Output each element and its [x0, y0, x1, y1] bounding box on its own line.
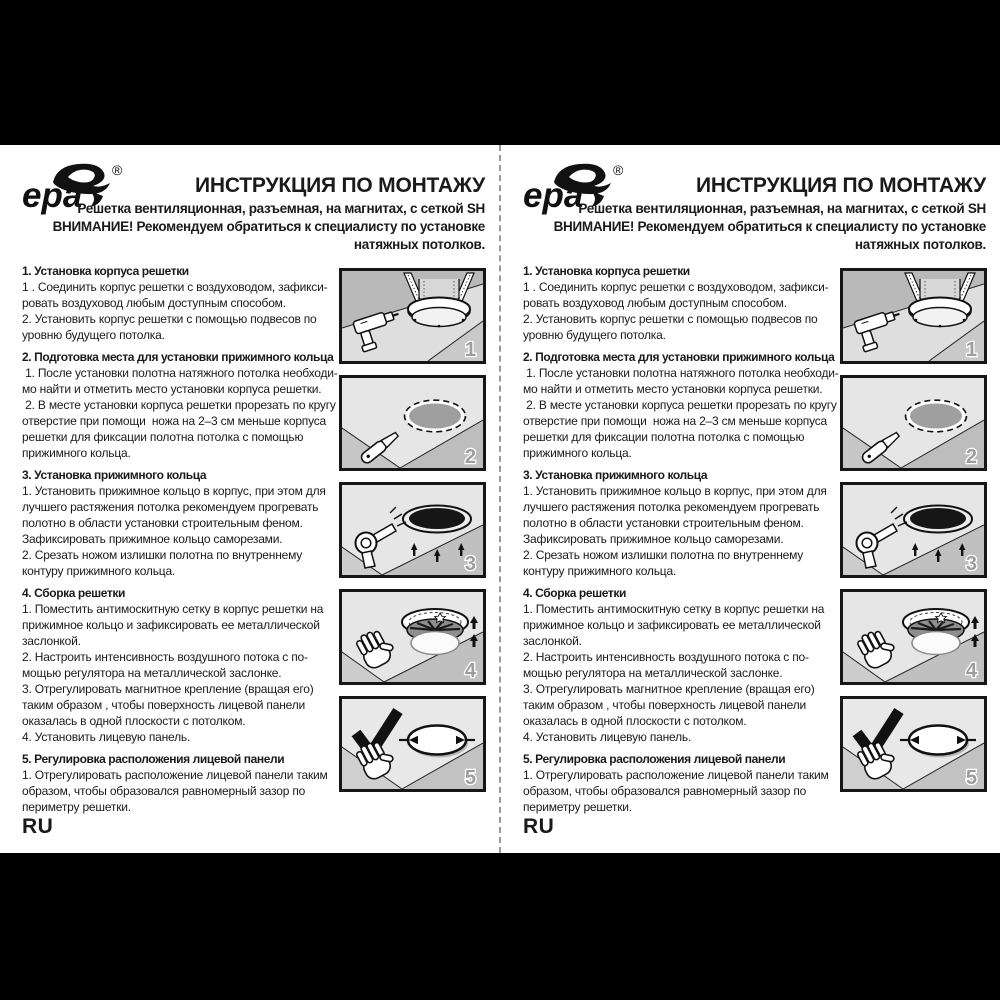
body-line: периметру решетки. [22, 800, 131, 814]
figure-5-even-gap [339, 696, 486, 792]
section-4-heading: 4. Сборка решетки [523, 586, 626, 600]
figure-1-fasten-duct [840, 268, 987, 364]
figure-4-assemble-grille [840, 589, 987, 685]
figure-number: 4 [464, 660, 476, 682]
figure-column [339, 268, 486, 792]
registered-trademark-icon: ® [613, 162, 624, 178]
figure-number: 3 [965, 553, 977, 575]
section-5 [523, 751, 841, 815]
body-line: прижимное кольцо и зафиксировать ее металлической [523, 618, 821, 632]
leaflet-sheet [0, 145, 1000, 853]
figure-number: 2 [965, 446, 977, 468]
grille-assembly-illustration-icon [843, 592, 984, 682]
body-line: мо найти и отметить место установки корпуса решетки. [22, 382, 322, 396]
figure-number: 2 [464, 446, 476, 468]
page-ru-right [501, 145, 1000, 853]
figure-1-fasten-duct [339, 268, 486, 364]
section-4-heading: 4. Сборка решетки [22, 586, 125, 600]
body-line: 2. Срезать ножом излишки полотна по внутреннему [22, 548, 303, 562]
body-line: мо найти и отметить место установки корпуса решетки. [523, 382, 823, 396]
body-line: контуру прижимного кольца. [523, 564, 677, 578]
body-line: 4. Установить лицевую панель. [22, 730, 191, 744]
body-line: контуру прижимного кольца. [22, 564, 176, 578]
body-line: образом, чтобы образовался равномерный зазор по [523, 784, 807, 798]
section-3 [523, 467, 841, 579]
knife-cut-illustration-icon [342, 378, 483, 468]
body-line: образом, чтобы образовался равномерный зазор по [22, 784, 306, 798]
body-line: 1. Поместить антимоскитную сетку в корпус решетки на [22, 602, 324, 616]
body-line: прижимное кольцо и зафиксировать ее металлической [22, 618, 320, 632]
body-line: 2. В месте установки корпуса решетки прорезать по кругу [22, 398, 336, 412]
section-3-heading: 3. Установка прижимного кольца [523, 468, 708, 482]
section-2-heading: 2. Подготовка места для установки прижимного кольца [22, 350, 334, 364]
body-line: решетки для фиксации полотна потолка с помощью [523, 430, 805, 444]
heat-gun-illustration-icon [342, 485, 483, 575]
section-2 [22, 349, 340, 461]
body-line: 2. Настроить интенсивность воздушного потока с по- [22, 650, 308, 664]
body-line: ровать воздуховод любым доступным способом. [22, 296, 286, 310]
section-5-heading: 5. Регулировка расположения лицевой панели [523, 752, 786, 766]
body-line: заслонкой. [22, 634, 81, 648]
figure-number: 5 [464, 767, 476, 789]
figure-number: 3 [464, 553, 476, 575]
body-line: уровню будущего потолка. [523, 328, 666, 342]
knife-cut-illustration-icon [843, 378, 984, 468]
bottom-black-band [0, 853, 1000, 1000]
figure-number: 5 [965, 767, 977, 789]
figure-3-clamp-ring [339, 482, 486, 578]
header [23, 173, 485, 254]
body-line: полотно в области установки строительным феном. [22, 516, 303, 530]
heat-gun-illustration-icon [843, 485, 984, 575]
body-line: 1 . Соединить корпус решетки с воздуховодом, зафикси- [523, 280, 829, 294]
instruction-text-column [22, 263, 340, 815]
product-subtitle: Решетка вентиляционная, разъемная, на магнитах, с сеткой SH [77, 201, 485, 216]
body-line: 2. Настроить интенсивность воздушного потока с по- [523, 650, 809, 664]
drill-duct-illustration-icon [342, 271, 483, 361]
figure-5-even-gap [840, 696, 987, 792]
registered-trademark-icon: ® [112, 162, 123, 178]
body-line: 2. Установить корпус решетки с помощью подвесов по [22, 312, 317, 326]
body-line: 1. Поместить антимоскитную сетку в корпус решетки на [523, 602, 825, 616]
figure-3-clamp-ring [840, 482, 987, 578]
body-line: мощью регулятора на металлической заслонке. [523, 666, 783, 680]
warning-line-2: натяжных потолков. [854, 237, 986, 252]
body-line: 1. Отрегулировать расположение лицевой панели таким [22, 768, 328, 782]
language-code: RU [523, 815, 555, 838]
body-line: таким образом , чтобы поверхность лицевой панели [523, 698, 806, 712]
header [524, 173, 986, 254]
warning-line-2: натяжных потолков. [353, 237, 485, 252]
body-line: таким образом , чтобы поверхность лицевой панели [22, 698, 305, 712]
body-line: 1 . Соединить корпус решетки с воздуховодом, зафикси- [22, 280, 328, 294]
body-line: 4. Установить лицевую панель. [523, 730, 692, 744]
section-4 [523, 585, 841, 745]
section-1 [22, 263, 340, 343]
figure-number: 4 [965, 660, 977, 682]
body-line: прижимного кольца. [22, 446, 131, 460]
body-line: периметру решетки. [523, 800, 632, 814]
section-3-heading: 3. Установка прижимного кольца [22, 468, 207, 482]
body-line: полотно в области установки строительным феном. [523, 516, 804, 530]
instruction-text-column [523, 263, 841, 815]
page-title: ИНСТРУКЦИЯ ПО МОНТАЖУ [195, 174, 485, 197]
body-line: оказалась в одной плоскости с потолком. [523, 714, 747, 728]
figure-number: 1 [965, 339, 977, 361]
section-3 [22, 467, 340, 579]
body-line: 1. Установить прижимное кольцо в корпус, при этом для [523, 484, 827, 498]
page-title: ИНСТРУКЦИЯ ПО МОНТАЖУ [696, 174, 986, 197]
body-line: прижимного кольца. [523, 446, 632, 460]
body-line: 1. После установки полотна натяжного потолка необходи- [22, 366, 338, 380]
product-subtitle: Решетка вентиляционная, разъемная, на магнитах, с сеткой SH [578, 201, 986, 216]
section-2-heading: 2. Подготовка места для установки прижимного кольца [523, 350, 835, 364]
section-5 [22, 751, 340, 815]
section-1-heading: 1. Установка корпуса решетки [22, 264, 189, 278]
section-1-heading: 1. Установка корпуса решетки [523, 264, 690, 278]
body-line: Зафиксировать прижимное кольцо саморезами. [523, 532, 784, 546]
grille-assembly-illustration-icon [342, 592, 483, 682]
figure-2-cut-opening [840, 375, 987, 471]
logo-text: ера [22, 176, 83, 215]
section-4 [22, 585, 340, 745]
body-line: 1. Установить прижимное кольцо в корпус, при этом для [22, 484, 326, 498]
body-line: 2. Срезать ножом излишки полотна по внутреннему [523, 548, 804, 562]
body-line: отверстие при помощи ножа на 2–3 см меньше корпуса [22, 414, 327, 428]
body-line: Зафиксировать прижимное кольцо саморезами. [22, 532, 283, 546]
figure-4-assemble-grille [339, 589, 486, 685]
body-line: 1. После установки полотна натяжного потолка необходи- [523, 366, 839, 380]
body-line: 1. Отрегулировать расположение лицевой панели таким [523, 768, 829, 782]
figure-column [840, 268, 987, 792]
even-gap-illustration-icon [342, 699, 483, 789]
page-ru-left [0, 145, 499, 853]
body-line: оказалась в одной плоскости с потолком. [22, 714, 246, 728]
body-line: отверстие при помощи ножа на 2–3 см меньше корпуса [523, 414, 828, 428]
section-2 [523, 349, 841, 461]
even-gap-illustration-icon [843, 699, 984, 789]
body-line: 2. Установить корпус решетки с помощью подвесов по [523, 312, 818, 326]
language-code: RU [22, 815, 54, 838]
warning-line-1: ВНИМАНИЕ! Рекомендуем обратиться к специалисту по установке [553, 219, 986, 234]
section-5-heading: 5. Регулировка расположения лицевой панели [22, 752, 285, 766]
body-line: лучшего растяжения потолка рекомендуем прогревать [22, 500, 319, 514]
body-line: уровню будущего потолка. [22, 328, 165, 342]
body-line: решетки для фиксации полотна потолка с помощью [22, 430, 304, 444]
drill-duct-illustration-icon [843, 271, 984, 361]
body-line: ровать воздуховод любым доступным способом. [523, 296, 787, 310]
top-black-band [0, 0, 1000, 145]
figure-2-cut-opening [339, 375, 486, 471]
body-line: 3. Отрегулировать магнитное крепление (вращая его) [22, 682, 314, 696]
body-line: лучшего растяжения потолка рекомендуем прогревать [523, 500, 820, 514]
figure-number: 1 [464, 339, 476, 361]
body-line: мощью регулятора на металлической заслонке. [22, 666, 282, 680]
body-line: 3. Отрегулировать магнитное крепление (вращая его) [523, 682, 815, 696]
logo-text: ера [523, 176, 584, 215]
body-line: 2. В месте установки корпуса решетки прорезать по кругу [523, 398, 837, 412]
body-line: заслонкой. [523, 634, 582, 648]
section-1 [523, 263, 841, 343]
warning-line-1: ВНИМАНИЕ! Рекомендуем обратиться к специалисту по установке [52, 219, 485, 234]
